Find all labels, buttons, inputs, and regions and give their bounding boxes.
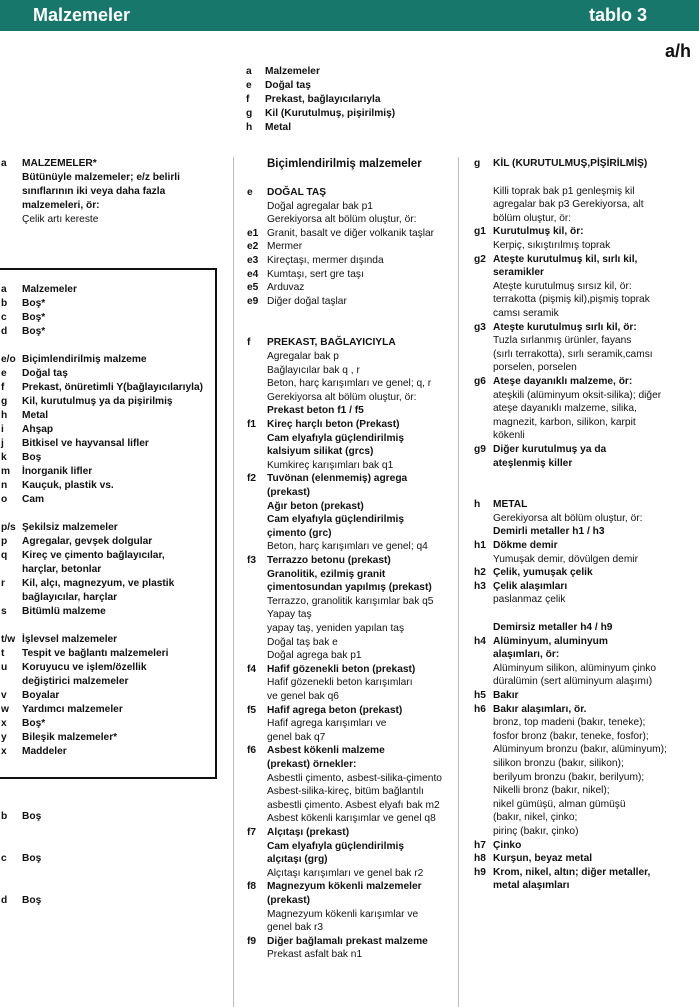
item-code: e/o: [1, 354, 16, 365]
item-code: h: [246, 122, 253, 133]
item-text: ateşlenmiş killer: [493, 457, 573, 469]
item-code: v: [1, 690, 7, 701]
item-text: Alüminyum silikon, alüminyum çinko: [493, 662, 657, 674]
item-code: m: [1, 466, 11, 477]
item-code: h8: [474, 853, 486, 865]
item-text: Yapay taş: [267, 609, 312, 621]
item-text: paslanmaz çelik: [493, 594, 566, 606]
item-code: p/s: [1, 522, 16, 533]
item-code: x: [1, 746, 7, 757]
item-text: ateşkili (alüminyum oksit-silika); diğer: [493, 389, 662, 401]
item-code: e: [247, 187, 253, 198]
item-text: (prekast): [267, 487, 311, 498]
item-text: Çelik alaşımları: [493, 580, 568, 592]
item-code: g: [474, 158, 481, 169]
item-text: Alüminyum bronzu (bakır, alüminyum);: [493, 744, 667, 756]
item-text: Malzemeler: [265, 66, 320, 77]
item-text: Ahşap: [22, 424, 54, 435]
item-code: h4: [474, 635, 486, 647]
item-text: Prekast, bağlayıcılarıyla: [265, 94, 381, 105]
item-text: kökenli: [493, 430, 525, 442]
item-text: Cam elyafıyla güçlendirilmiş: [267, 514, 405, 526]
item-text: Kil (Kurutulmuş, pişirilmiş): [265, 108, 396, 119]
item-code: u: [1, 662, 8, 673]
item-text: Bağlayıcılar bak q , r: [267, 364, 360, 376]
item-text: Kauçuk, plastik vs.: [22, 480, 114, 491]
item-text: Kurşun, beyaz metal: [493, 853, 593, 865]
item-text: METAL: [493, 499, 528, 511]
item-text: DOĞAL TAŞ: [267, 187, 327, 198]
item-text: Hafif agrega karışımları ve: [267, 718, 387, 730]
item-text: Dökme demir: [493, 540, 558, 551]
item-text: kalsiyum silikat (grcs): [267, 446, 374, 458]
item-text: Doğal taş: [22, 368, 68, 379]
item-text: Demirli metaller h1 / h3: [493, 526, 605, 538]
item-code: h3: [474, 580, 486, 592]
item-text: Asbest kökenli karışımlar ve genel q8: [267, 813, 436, 825]
item-code: g1: [474, 226, 486, 238]
item-code: g2: [474, 253, 486, 265]
item-text: Koruyucu ve işlem/özellik: [22, 662, 147, 673]
item-text: Doğal taş bak e: [267, 636, 338, 648]
item-code: f2: [247, 473, 257, 485]
item-text: Ateşte kurutulmuş sırlı kil, ör:: [493, 321, 637, 333]
item-text: Boyalar: [22, 690, 60, 701]
item-code: f1: [247, 419, 257, 430]
item-text: Kumtaşı, sert gre taşı: [267, 268, 364, 280]
column-divider-2: [458, 157, 459, 1007]
item-code: h9: [474, 866, 486, 878]
item-text: Kireçtaşı, mermer dışında: [267, 255, 384, 266]
item-text: bölüm oluştur, ör:: [493, 212, 572, 224]
item-code: o: [1, 494, 8, 505]
item-text: Malzemeler: [22, 284, 77, 295]
item-text: agregalar bak p3 Gerekiyorsa, alt: [493, 199, 644, 211]
item-text: Granit, basalt ve diğer volkanik taşlar: [267, 227, 435, 239]
item-text: Tuvönan (elenmemiş) agrega: [267, 473, 408, 485]
item-text: ve genel bak q6: [267, 691, 339, 702]
item-text: Terrazzo betonu (prekast): [267, 555, 391, 566]
item-code: h6: [474, 703, 486, 715]
item-code: e5: [247, 282, 259, 294]
item-code: p: [1, 536, 8, 547]
item-text: (bakır, nikel, çinko;: [493, 812, 578, 824]
item-text: Nikelli bronz (bakır, nikel);: [493, 785, 610, 797]
item-code: e9: [247, 295, 259, 307]
item-text: genel bak r3: [267, 922, 324, 934]
item-text: bağlayıcılar, harçlar: [22, 592, 118, 603]
item-code: a: [1, 158, 7, 169]
item-text: Boş*: [22, 312, 46, 323]
item-text: berilyum bronzu (bakır, berilyum);: [493, 771, 645, 783]
item-text: terrakotta (pişmiş kil),pişmiş toprak: [493, 294, 650, 306]
item-text: Arduvaz: [267, 282, 305, 294]
item-code: e1: [247, 227, 259, 239]
item-code: a: [246, 66, 252, 77]
item-text: Bakır alaşımları, ör.: [493, 703, 587, 715]
item-text: Biçimlendirilmiş malzeme: [22, 354, 147, 365]
item-text: (sırlı terrakotta), sırlı seramik,camsı: [493, 348, 653, 360]
item-code: e2: [247, 241, 259, 253]
item-code: d: [1, 326, 8, 337]
item-text: Krom, nikel, altın; diğer metaller,: [493, 866, 651, 878]
item-text: KİL (KURUTULMUŞ,PİŞİRİLMİŞ): [493, 158, 648, 169]
item-text: Cam: [22, 494, 45, 505]
item-text: Alçıtaşı karışımları ve genel bak r2: [267, 867, 424, 879]
item-code: b: [1, 811, 8, 822]
item-text: Ateşte kurutulmuş sırsız kil, ör:: [493, 280, 632, 292]
item-code: c: [1, 853, 7, 864]
item-text: Kireç ve çimento bağlayıcılar,: [22, 550, 165, 561]
item-text: Bileşik malzemeler*: [22, 732, 118, 743]
item-code: t/w: [1, 634, 16, 645]
item-text: Bakır: [493, 690, 519, 701]
item-text: Agregalar, gevşek dolgular: [22, 536, 153, 547]
item-text: Boş*: [22, 298, 46, 309]
item-code: k: [1, 452, 7, 463]
item-code: g: [1, 396, 8, 407]
item-text: Cam elyafıyla güçlendirilmiş: [267, 432, 405, 444]
item-text: Çelik, yumuşak çelik: [493, 567, 593, 579]
item-code: e: [1, 368, 7, 379]
item-text: Hafif agrega beton (prekast): [267, 704, 403, 716]
item-text: Ateşe dayanıklı malzeme, ör:: [493, 376, 633, 387]
item-text: Maddeler: [22, 746, 67, 757]
item-text: Hafif gözenekli beton (prekast): [267, 663, 416, 675]
item-text: Tuzla sırlanmış ürünler, fayans: [493, 335, 632, 347]
item-code: h5: [474, 690, 486, 701]
item-code: h2: [474, 567, 486, 579]
item-code: c: [1, 312, 7, 323]
item-code: t: [1, 648, 5, 659]
item-code: f4: [247, 663, 257, 675]
item-text: Magnezyum kökenli karışımlar ve: [267, 908, 419, 920]
item-text: düralümin (sert alüminyum alaşımı): [493, 676, 653, 688]
item-text: bronz, top madeni (bakır, teneke);: [493, 717, 646, 729]
item-text: Ateşte kurutulmuş kil, sırlı kil,: [493, 253, 638, 265]
item-text: Çinko: [493, 839, 522, 851]
item-text: Demirsiz metaller h4 / h9: [493, 622, 613, 633]
item-code: f7: [247, 827, 257, 838]
item-code: j: [1, 438, 4, 449]
item-code: f5: [247, 704, 257, 716]
item-code: g6: [474, 376, 486, 387]
item-text: Boş: [22, 853, 42, 864]
item-text: genel bak q7: [267, 731, 326, 743]
item-text: Boş*: [22, 326, 46, 337]
item-code: g3: [474, 321, 486, 333]
item-text: Kil, kurutulmuş ya da pişirilmiş: [22, 396, 173, 407]
item-text: porselen, porselen: [493, 362, 577, 374]
item-text: Asbest-silika-kireç, bitüm bağlantılı: [267, 786, 424, 798]
item-text: nikel gümüşü, alman gümüşü: [493, 798, 626, 810]
column-divider-1: [233, 157, 234, 1007]
item-code: x: [1, 718, 7, 729]
item-code: f3: [247, 555, 257, 566]
item-text: Metal: [265, 122, 292, 133]
item-text: Hafif gözenekli beton karışımları: [267, 677, 413, 689]
item-text: Doğal taş: [265, 80, 311, 91]
corner-code: a/h: [664, 41, 691, 61]
item-text: Alçıtaşı (prekast): [267, 827, 350, 838]
item-text: İşlevsel malzemeler: [22, 634, 118, 645]
item-text: silikon bronzu (bakır, silikon);: [493, 758, 624, 769]
item-text: metal alaşımları: [493, 880, 570, 892]
item-text: (prekast): [267, 895, 311, 906]
item-text: çimentosundan yapılmış (prekast): [267, 582, 432, 594]
item-text: Boş: [22, 811, 42, 822]
table-number: tablo 3: [588, 5, 647, 25]
item-text: PREKAST, BAĞLAYICIYLA: [267, 337, 396, 349]
item-text: Gerekiyorsa alt bölüm oluştur, ör:: [267, 391, 417, 403]
item-code: r: [1, 578, 5, 589]
item-text: Diğer bağlamalı prekast malzeme: [267, 935, 428, 947]
item-code: e: [246, 80, 252, 91]
item-code: h7: [474, 839, 486, 851]
item-text: Bütünüyle malzemeler; e/z belirli: [22, 172, 180, 183]
item-text: alçıtaşı (grg): [267, 854, 328, 866]
item-code: e3: [247, 255, 259, 266]
item-text: (prekast) örnekler:: [267, 759, 357, 770]
item-text: alaşımları, ör:: [493, 649, 560, 661]
item-text: Metal: [22, 410, 49, 421]
section-title: Biçimlendirilmiş malzemeler: [267, 158, 422, 170]
item-code: f8: [247, 881, 257, 893]
item-text: pirinç (bakır, çinko): [493, 826, 579, 837]
item-text: Agregalar bak p: [267, 351, 339, 362]
item-text: Gerekiyorsa alt bölüm oluştur, ör:: [267, 214, 417, 226]
item-text: Gerekiyorsa alt bölüm oluştur, ör:: [493, 512, 643, 524]
item-text: Granolitik, ezilmiş granit: [267, 568, 386, 580]
item-text: Yardımcı malzemeler: [22, 704, 123, 715]
item-text: Terrazzo, granolitik karışımlar bak q5: [267, 595, 434, 607]
item-code: g: [246, 108, 253, 119]
item-text: Mermer: [267, 241, 303, 253]
item-text: çimento (grc): [267, 527, 332, 539]
item-code: f: [246, 94, 250, 105]
item-text: İnorganik lifler: [22, 466, 93, 477]
item-text: Asbest kökenli malzeme: [267, 745, 385, 757]
item-text: Cam elyafıyla güçlendirilmiş: [267, 840, 405, 852]
item-text: Beton, harç karışımları ve genel; q4: [267, 541, 428, 553]
item-code: s: [1, 606, 7, 617]
item-text: Boş: [22, 895, 42, 906]
item-text: Prekast asfalt bak n1: [267, 949, 363, 961]
item-text: Doğal agregalar bak p1: [267, 200, 373, 212]
item-text: asbestli çimento. Asbest elyafı bak m2: [267, 799, 440, 811]
item-text: yapay taş, yeniden yapılan taş: [267, 623, 405, 634]
item-code: g9: [474, 444, 486, 455]
item-code: a: [1, 284, 7, 295]
item-code: f: [247, 337, 251, 349]
item-text: sınıflarının iki veya daha fazla: [22, 186, 166, 197]
item-text: Beton, harç karışımları ve genel; q, r: [267, 378, 432, 390]
item-code: f9: [247, 935, 257, 947]
item-text: değiştirici malzemeler: [22, 676, 129, 687]
item-text: Şekilsiz malzemeler: [22, 522, 118, 533]
item-text: MALZEMELER*: [22, 158, 97, 169]
item-code: y: [1, 732, 7, 743]
header-title: Malzemeler: [33, 5, 131, 25]
item-text: magnezit, karbon, silikon, karpit: [493, 416, 636, 428]
item-code: h: [1, 410, 8, 421]
item-code: e4: [247, 268, 259, 280]
item-text: Bitkisel ve hayvansal lifler: [22, 438, 149, 449]
index-box: [0, 268, 217, 779]
item-text: Asbestli çimento, asbest-silika-çimento: [267, 772, 442, 784]
item-text: fosfor bronz (bakır, teneke, fosfor);: [493, 730, 649, 742]
item-code: h1: [474, 540, 486, 551]
item-code: q: [1, 550, 8, 561]
page-header: [0, 0, 699, 31]
item-code: b: [1, 298, 8, 309]
item-text: Kurutulmuş kil, ör:: [493, 226, 584, 238]
item-text: camsı seramik: [493, 308, 559, 319]
item-text: Prekast, önüretimli Y(bağlayıcılarıyla): [22, 382, 203, 393]
item-text: Boş: [22, 452, 42, 463]
item-text: Prekast beton f1 / f5: [267, 405, 364, 417]
item-text: Yumuşak demir, dövülgen demir: [493, 553, 638, 565]
item-code: n: [1, 480, 8, 491]
item-code: h: [474, 499, 481, 511]
item-text: Boş*: [22, 718, 46, 729]
item-text: Bitümlü malzeme: [22, 606, 106, 617]
item-text: Diğer kurutulmuş ya da: [493, 444, 607, 455]
item-text: Kil, alçı, magnezyum, ve plastik: [22, 578, 175, 589]
item-text: harçlar, betonlar: [22, 564, 102, 575]
item-code: d: [1, 895, 8, 906]
item-text: Kireç harçlı beton (Prekast): [267, 419, 400, 430]
item-text: Doğal agrega bak p1: [267, 650, 362, 662]
item-text: Magnezyum kökenli malzemeler: [267, 881, 422, 893]
item-text: Killi toprak bak p1 genleşmiş kil: [493, 185, 635, 197]
item-text: Alüminyum, aluminyum: [493, 635, 608, 647]
item-text: seramikler: [493, 267, 544, 279]
item-text: malzemeleri, ör:: [22, 200, 100, 211]
item-text: Kerpiç, sıkıştırılmış toprak: [493, 240, 611, 251]
item-code: w: [1, 704, 9, 715]
item-text: Ağır beton (prekast): [267, 500, 364, 512]
item-text: ateşe dayanıklı malzeme, silika,: [493, 403, 637, 415]
item-text: Kumkireç karışımları bak q1: [267, 459, 394, 471]
item-text: Çelik artı kereste: [22, 214, 99, 225]
item-code: i: [1, 424, 4, 435]
item-text: Tespit ve bağlantı malzemeleri: [22, 648, 169, 659]
item-code: f6: [247, 745, 257, 757]
item-text: Diğer doğal taşlar: [267, 295, 347, 307]
item-code: f: [1, 382, 5, 393]
